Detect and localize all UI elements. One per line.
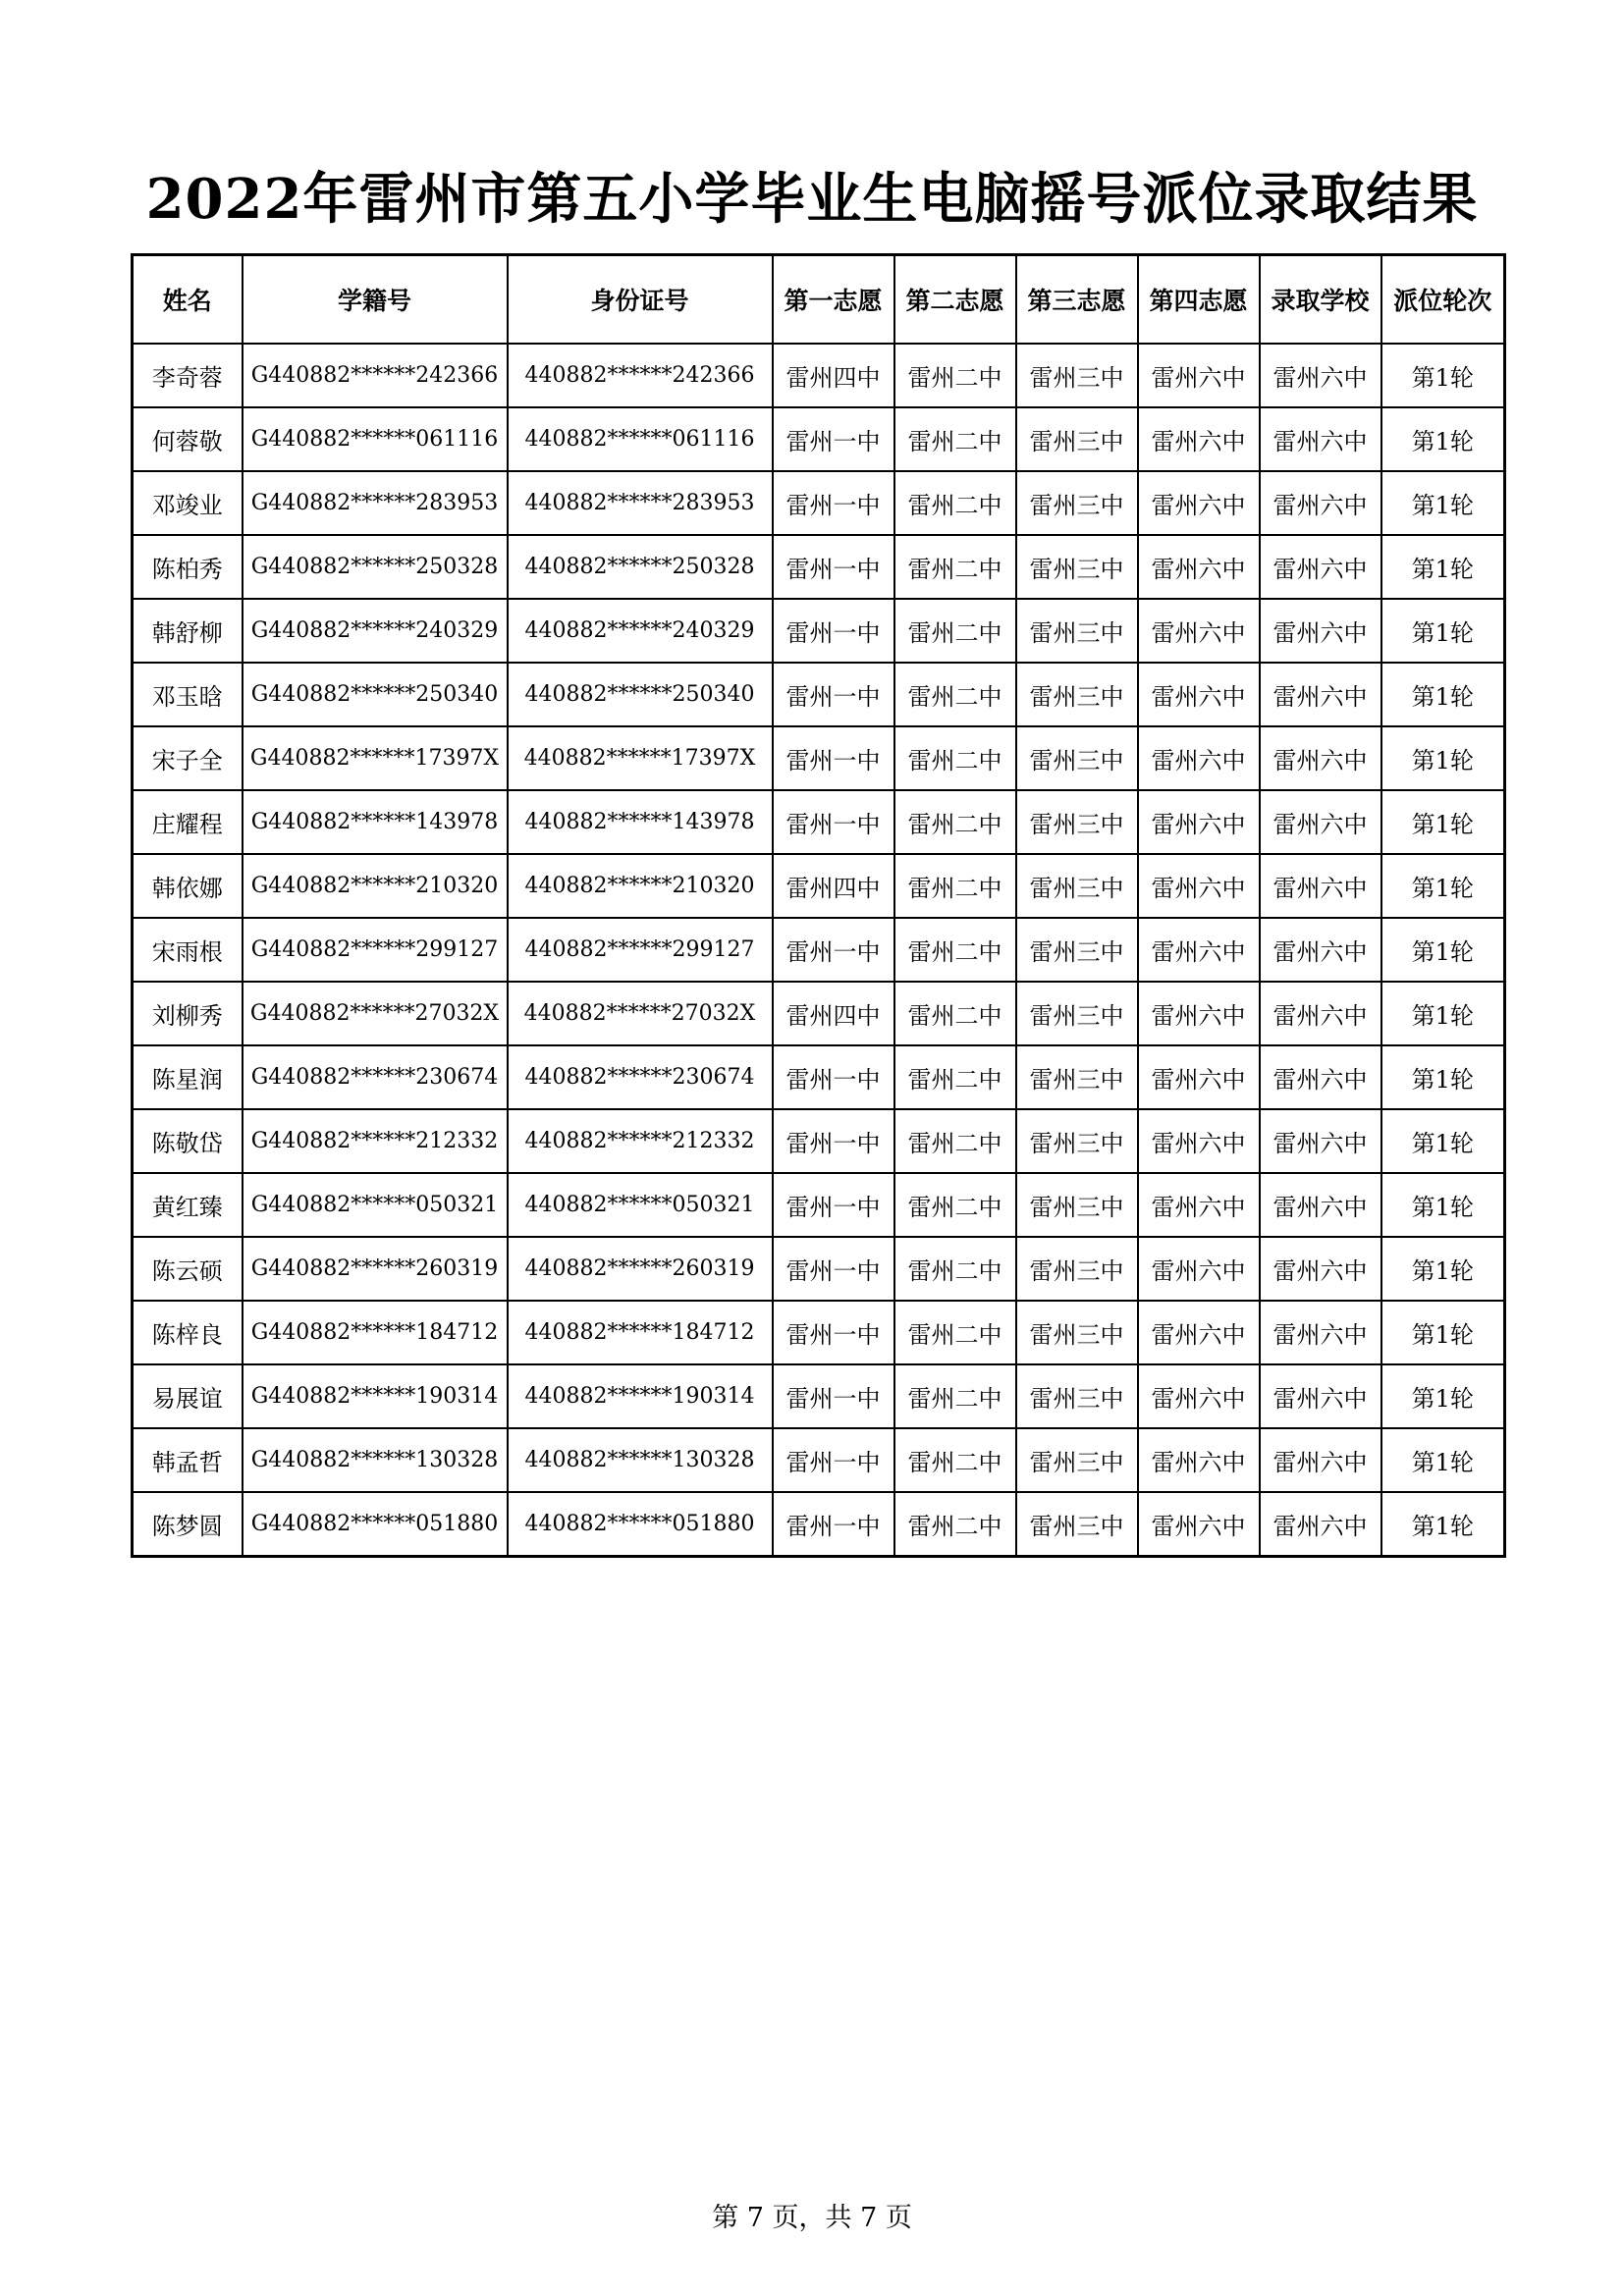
cell-id-card: 440882******212332	[508, 1109, 773, 1173]
cell-round: 第1轮	[1381, 1492, 1505, 1557]
cell-student-id: G440882******250328	[243, 535, 508, 599]
cell-choice-1: 雷州一中	[773, 790, 894, 854]
cell-choice-3: 雷州三中	[1016, 599, 1138, 663]
cell-admitted-school: 雷州六中	[1260, 982, 1381, 1045]
cell-choice-4: 雷州六中	[1138, 854, 1260, 918]
cell-choice-1: 雷州一中	[773, 1492, 894, 1557]
page-footer: 第 7 页，共 7 页	[712, 2203, 912, 2233]
cell-id-card: 440882******050321	[508, 1173, 773, 1237]
cell-choice-1: 雷州四中	[773, 854, 894, 918]
table-row	[133, 1301, 1505, 1364]
cell-student-id: G440882******250340	[243, 663, 508, 726]
cell-round: 第1轮	[1381, 918, 1505, 982]
cell-choice-3: 雷州三中	[1016, 1492, 1138, 1557]
header-id-card: 身份证号	[508, 255, 773, 345]
cell-choice-3: 雷州三中	[1016, 407, 1138, 471]
cell-round: 第1轮	[1381, 1109, 1505, 1173]
cell-choice-4: 雷州六中	[1138, 535, 1260, 599]
cell-choice-3: 雷州三中	[1016, 1237, 1138, 1301]
cell-choice-2: 雷州二中	[894, 344, 1016, 407]
cell-round: 第1轮	[1381, 982, 1505, 1045]
cell-choice-1: 雷州一中	[773, 726, 894, 790]
cell-admitted-school: 雷州六中	[1260, 1045, 1381, 1109]
cell-student-id: G440882******184712	[243, 1301, 508, 1364]
cell-choice-1: 雷州一中	[773, 663, 894, 726]
header-name: 姓名	[133, 255, 243, 345]
cell-admitted-school: 雷州六中	[1260, 1492, 1381, 1557]
cell-student-id: G440882******283953	[243, 471, 508, 535]
cell-name: 陈柏秀	[133, 535, 243, 599]
cell-choice-3: 雷州三中	[1016, 1045, 1138, 1109]
cell-choice-3: 雷州三中	[1016, 1428, 1138, 1492]
cell-student-id: G440882******260319	[243, 1237, 508, 1301]
cell-choice-2: 雷州二中	[894, 1364, 1016, 1428]
cell-id-card: 440882******130328	[508, 1428, 773, 1492]
cell-name: 黄红臻	[133, 1173, 243, 1237]
table-row	[133, 1364, 1505, 1428]
cell-choice-1: 雷州一中	[773, 1428, 894, 1492]
cell-choice-2: 雷州二中	[894, 471, 1016, 535]
cell-name: 陈云硕	[133, 1237, 243, 1301]
cell-admitted-school: 雷州六中	[1260, 918, 1381, 982]
cell-admitted-school: 雷州六中	[1260, 1364, 1381, 1428]
cell-name: 何蓉敬	[133, 407, 243, 471]
cell-choice-2: 雷州二中	[894, 1428, 1016, 1492]
cell-choice-4: 雷州六中	[1138, 407, 1260, 471]
cell-name: 邓玉晗	[133, 663, 243, 726]
cell-round: 第1轮	[1381, 790, 1505, 854]
cell-id-card: 440882******299127	[508, 918, 773, 982]
table-row	[133, 1237, 1505, 1301]
cell-round: 第1轮	[1381, 1173, 1505, 1237]
cell-admitted-school: 雷州六中	[1260, 407, 1381, 471]
cell-choice-3: 雷州三中	[1016, 1173, 1138, 1237]
cell-choice-4: 雷州六中	[1138, 1301, 1260, 1364]
cell-round: 第1轮	[1381, 1237, 1505, 1301]
table-row	[133, 1045, 1505, 1109]
table-row	[133, 726, 1505, 790]
cell-choice-2: 雷州二中	[894, 1045, 1016, 1109]
cell-name: 李奇蓉	[133, 344, 243, 407]
cell-id-card: 440882******143978	[508, 790, 773, 854]
cell-choice-3: 雷州三中	[1016, 918, 1138, 982]
cell-choice-3: 雷州三中	[1016, 535, 1138, 599]
cell-choice-4: 雷州六中	[1138, 663, 1260, 726]
cell-choice-2: 雷州二中	[894, 599, 1016, 663]
cell-admitted-school: 雷州六中	[1260, 790, 1381, 854]
table-row	[133, 918, 1505, 982]
table-row	[133, 1173, 1505, 1237]
cell-id-card: 440882******240329	[508, 599, 773, 663]
cell-choice-1: 雷州四中	[773, 982, 894, 1045]
cell-round: 第1轮	[1381, 1428, 1505, 1492]
cell-choice-2: 雷州二中	[894, 854, 1016, 918]
cell-name: 陈敬岱	[133, 1109, 243, 1173]
header-student-id: 学籍号	[243, 255, 508, 345]
cell-round: 第1轮	[1381, 1045, 1505, 1109]
cell-name: 庄耀程	[133, 790, 243, 854]
cell-student-id: G440882******061116	[243, 407, 508, 471]
cell-choice-4: 雷州六中	[1138, 1237, 1260, 1301]
cell-id-card: 440882******283953	[508, 471, 773, 535]
cell-admitted-school: 雷州六中	[1260, 535, 1381, 599]
cell-choice-4: 雷州六中	[1138, 982, 1260, 1045]
cell-round: 第1轮	[1381, 535, 1505, 599]
cell-id-card: 440882******260319	[508, 1237, 773, 1301]
cell-choice-4: 雷州六中	[1138, 1492, 1260, 1557]
cell-id-card: 440882******250340	[508, 663, 773, 726]
cell-id-card: 440882******17397X	[508, 726, 773, 790]
cell-id-card: 440882******210320	[508, 854, 773, 918]
cell-id-card: 440882******242366	[508, 344, 773, 407]
cell-choice-2: 雷州二中	[894, 1109, 1016, 1173]
cell-choice-1: 雷州一中	[773, 1237, 894, 1301]
cell-choice-2: 雷州二中	[894, 790, 1016, 854]
cell-id-card: 440882******061116	[508, 407, 773, 471]
table-body	[133, 344, 1505, 1557]
cell-choice-2: 雷州二中	[894, 407, 1016, 471]
cell-choice-1: 雷州一中	[773, 1364, 894, 1428]
cell-choice-2: 雷州二中	[894, 535, 1016, 599]
cell-student-id: G440882******143978	[243, 790, 508, 854]
cell-choice-4: 雷州六中	[1138, 1364, 1260, 1428]
cell-student-id: G440882******212332	[243, 1109, 508, 1173]
cell-round: 第1轮	[1381, 663, 1505, 726]
table-row	[133, 854, 1505, 918]
header-choice-1: 第一志愿	[773, 255, 894, 345]
cell-name: 陈梓良	[133, 1301, 243, 1364]
header-round: 派位轮次	[1381, 255, 1505, 345]
cell-id-card: 440882******184712	[508, 1301, 773, 1364]
cell-student-id: G440882******210320	[243, 854, 508, 918]
cell-admitted-school: 雷州六中	[1260, 1428, 1381, 1492]
cell-name: 易展谊	[133, 1364, 243, 1428]
table-row	[133, 471, 1505, 535]
header-admitted-school: 录取学校	[1260, 255, 1381, 345]
cell-admitted-school: 雷州六中	[1260, 1173, 1381, 1237]
cell-name: 宋雨根	[133, 918, 243, 982]
table-header	[133, 255, 1505, 345]
cell-choice-1: 雷州一中	[773, 1301, 894, 1364]
cell-name: 邓竣业	[133, 471, 243, 535]
header-row	[133, 255, 1505, 345]
cell-choice-1: 雷州一中	[773, 407, 894, 471]
table-row	[133, 599, 1505, 663]
cell-choice-2: 雷州二中	[894, 1237, 1016, 1301]
cell-choice-3: 雷州三中	[1016, 663, 1138, 726]
results-table	[131, 253, 1506, 1558]
cell-choice-1: 雷州一中	[773, 471, 894, 535]
cell-choice-3: 雷州三中	[1016, 982, 1138, 1045]
cell-round: 第1轮	[1381, 344, 1505, 407]
table-row	[133, 1109, 1505, 1173]
cell-round: 第1轮	[1381, 854, 1505, 918]
table-row	[133, 535, 1505, 599]
table-row	[133, 407, 1505, 471]
cell-id-card: 440882******230674	[508, 1045, 773, 1109]
cell-student-id: G440882******051880	[243, 1492, 508, 1557]
cell-choice-2: 雷州二中	[894, 1492, 1016, 1557]
cell-student-id: G440882******27032X	[243, 982, 508, 1045]
cell-admitted-school: 雷州六中	[1260, 663, 1381, 726]
cell-name: 韩孟哲	[133, 1428, 243, 1492]
cell-admitted-school: 雷州六中	[1260, 1237, 1381, 1301]
cell-choice-3: 雷州三中	[1016, 1109, 1138, 1173]
cell-choice-4: 雷州六中	[1138, 1109, 1260, 1173]
cell-choice-3: 雷州三中	[1016, 726, 1138, 790]
table-row	[133, 982, 1505, 1045]
cell-student-id: G440882******299127	[243, 918, 508, 982]
cell-choice-2: 雷州二中	[894, 663, 1016, 726]
cell-admitted-school: 雷州六中	[1260, 1301, 1381, 1364]
cell-choice-4: 雷州六中	[1138, 1045, 1260, 1109]
cell-student-id: G440882******230674	[243, 1045, 508, 1109]
cell-student-id: G440882******240329	[243, 599, 508, 663]
cell-choice-2: 雷州二中	[894, 918, 1016, 982]
cell-round: 第1轮	[1381, 1364, 1505, 1428]
cell-id-card: 440882******27032X	[508, 982, 773, 1045]
cell-student-id: G440882******242366	[243, 344, 508, 407]
cell-choice-4: 雷州六中	[1138, 918, 1260, 982]
cell-round: 第1轮	[1381, 471, 1505, 535]
cell-name: 宋子全	[133, 726, 243, 790]
cell-choice-1: 雷州一中	[773, 1173, 894, 1237]
cell-choice-1: 雷州四中	[773, 344, 894, 407]
cell-choice-2: 雷州二中	[894, 1301, 1016, 1364]
table-row	[133, 344, 1505, 407]
cell-id-card: 440882******250328	[508, 535, 773, 599]
cell-name: 陈星润	[133, 1045, 243, 1109]
cell-choice-4: 雷州六中	[1138, 471, 1260, 535]
cell-choice-3: 雷州三中	[1016, 790, 1138, 854]
cell-student-id: G440882******130328	[243, 1428, 508, 1492]
cell-choice-2: 雷州二中	[894, 726, 1016, 790]
cell-choice-4: 雷州六中	[1138, 726, 1260, 790]
cell-round: 第1轮	[1381, 726, 1505, 790]
cell-admitted-school: 雷州六中	[1260, 854, 1381, 918]
cell-choice-2: 雷州二中	[894, 1173, 1016, 1237]
cell-round: 第1轮	[1381, 599, 1505, 663]
table-row	[133, 1428, 1505, 1492]
cell-choice-1: 雷州一中	[773, 918, 894, 982]
cell-choice-2: 雷州二中	[894, 982, 1016, 1045]
table-row	[133, 790, 1505, 854]
cell-name: 刘柳秀	[133, 982, 243, 1045]
cell-admitted-school: 雷州六中	[1260, 471, 1381, 535]
cell-name: 陈梦圆	[133, 1492, 243, 1557]
cell-choice-4: 雷州六中	[1138, 1428, 1260, 1492]
cell-round: 第1轮	[1381, 1301, 1505, 1364]
cell-id-card: 440882******190314	[508, 1364, 773, 1428]
cell-choice-1: 雷州一中	[773, 1109, 894, 1173]
cell-choice-1: 雷州一中	[773, 535, 894, 599]
header-choice-3: 第三志愿	[1016, 255, 1138, 345]
cell-admitted-school: 雷州六中	[1260, 344, 1381, 407]
cell-admitted-school: 雷州六中	[1260, 1109, 1381, 1173]
cell-student-id: G440882******190314	[243, 1364, 508, 1428]
cell-student-id: G440882******17397X	[243, 726, 508, 790]
cell-admitted-school: 雷州六中	[1260, 726, 1381, 790]
cell-choice-3: 雷州三中	[1016, 471, 1138, 535]
cell-choice-4: 雷州六中	[1138, 344, 1260, 407]
table-row	[133, 663, 1505, 726]
cell-name: 韩舒柳	[133, 599, 243, 663]
cell-choice-3: 雷州三中	[1016, 344, 1138, 407]
cell-choice-4: 雷州六中	[1138, 1173, 1260, 1237]
table-row	[133, 1492, 1505, 1557]
cell-choice-3: 雷州三中	[1016, 1364, 1138, 1428]
cell-choice-1: 雷州一中	[773, 1045, 894, 1109]
cell-admitted-school: 雷州六中	[1260, 599, 1381, 663]
cell-choice-4: 雷州六中	[1138, 790, 1260, 854]
cell-choice-1: 雷州一中	[773, 599, 894, 663]
cell-round: 第1轮	[1381, 407, 1505, 471]
cell-student-id: G440882******050321	[243, 1173, 508, 1237]
header-choice-4: 第四志愿	[1138, 255, 1260, 345]
page-title: 2022年雷州市第五小学毕业生电脑摇号派位录取结果	[145, 167, 1479, 232]
cell-name: 韩依娜	[133, 854, 243, 918]
cell-choice-3: 雷州三中	[1016, 854, 1138, 918]
cell-id-card: 440882******051880	[508, 1492, 773, 1557]
cell-choice-4: 雷州六中	[1138, 599, 1260, 663]
cell-choice-3: 雷州三中	[1016, 1301, 1138, 1364]
header-choice-2: 第二志愿	[894, 255, 1016, 345]
